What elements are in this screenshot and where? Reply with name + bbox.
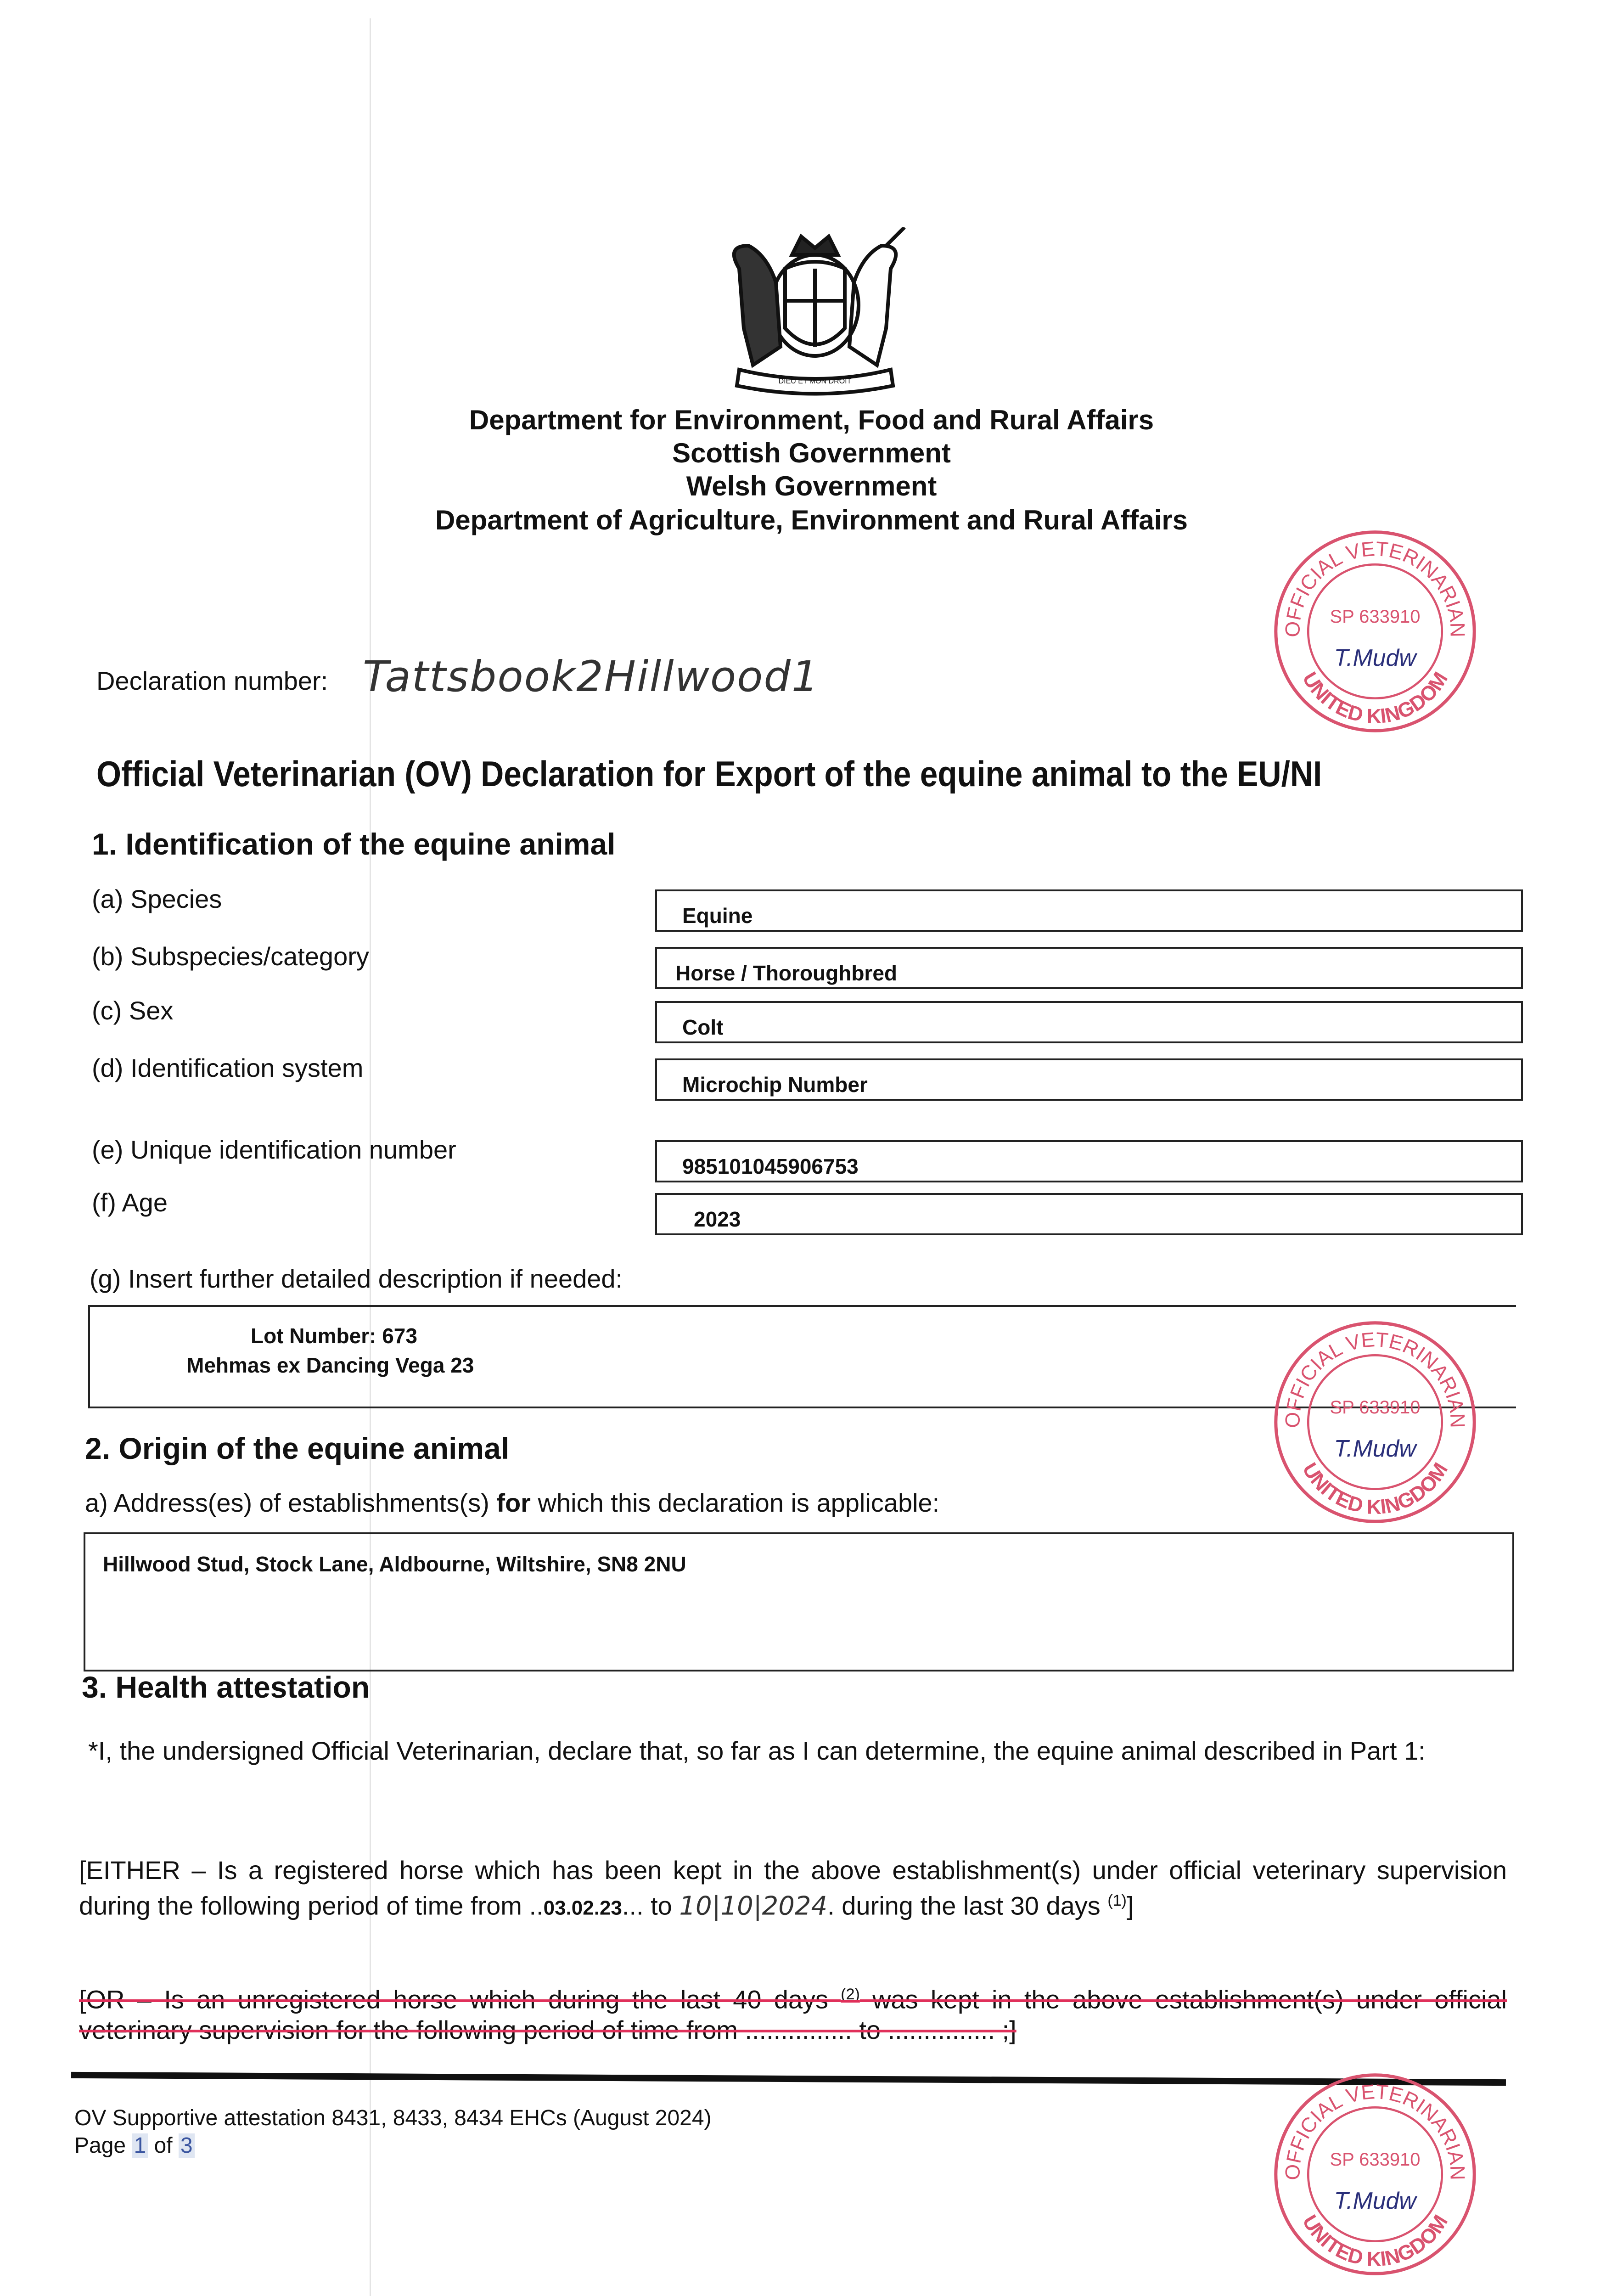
further-description-label: (g) Insert further detailed description if needed: (90, 1264, 623, 1293)
unique-id-field: 985101045906753 (655, 1140, 1523, 1182)
address-box (84, 1532, 1514, 1671)
period-from-date: 03.02.23 (543, 1896, 622, 1919)
unique-id-label: (e) Unique identification number (92, 1135, 456, 1164)
svg-text:OFFICIAL VETERINARIAN: OFFICIAL VETERINARIAN (1281, 537, 1469, 638)
header-line-defra: Department for Environment, Food and Rural Affairs (469, 405, 1154, 435)
page-number: Page 1 of 3 (74, 2133, 195, 2158)
document-title: Official Veterinarian (OV) Declaration for Export of the equine animal to the EU/NI (96, 754, 1322, 794)
svg-text:SP 633910: SP 633910 (1330, 2150, 1421, 2170)
lot-number-text: Lot Number: 673 (251, 1324, 417, 1348)
section-3-heading: 3. Health attestation (82, 1670, 370, 1704)
species-label: (a) Species (92, 884, 222, 913)
official-veterinarian-stamp (1267, 1314, 1483, 1530)
svg-text:DIEU ET MON DROIT: DIEU ET MON DROIT (778, 377, 852, 385)
header-line-daera: Department of Agriculture, Environment and Rural Affairs (435, 505, 1188, 535)
period-to-date-handwritten: 10|10|2024 (679, 1891, 828, 1921)
address-label: a) Address(es) of establishments(s) for which this declaration is applicable: (85, 1488, 940, 1517)
age-label: (f) Age (92, 1188, 168, 1217)
svg-text:UNITED KINGDOM: UNITED KINGDOM (1298, 668, 1453, 728)
vet-signature: T.Mudw (1334, 1435, 1416, 1462)
subspecies-field: Horse / Thoroughbred (655, 947, 1523, 989)
svg-text:SP 633910: SP 633910 (1330, 1397, 1421, 1418)
or-clause-struck: [OR – Is an unregistered horse which during the last 40 days $^{(2)}$ was kept in the above establishment(s) under official veterinary supervision for the following period of time from ............... to ............... ;] (79, 1985, 1507, 2044)
royal-coat-of-arms-icon (712, 227, 918, 397)
sex-field: Colt (655, 1001, 1523, 1043)
either-clause: [EITHER – Is a registered horse which has been kept in the above establishment(s) under official veterinary supervision during the following period of time from ..03.02.23... to 10|10|2024. during the last 30 days $^{(1)}$] (79, 1856, 1507, 1921)
footer-text: OV Supportive attestation 8431, 8433, 8434 EHCs (August 2024) (74, 2106, 712, 2130)
official-veterinarian-stamp (1267, 523, 1483, 739)
declaration-number-handwritten: Tattsbook2Hillwood1 (363, 652, 820, 701)
svg-text:UNITED KINGDOM: UNITED KINGDOM (1298, 1459, 1453, 1519)
section-2-heading: 2. Origin of the equine animal (85, 1431, 510, 1465)
identification-system-label: (d) Identification system (92, 1053, 364, 1082)
svg-text:SP 633910: SP 633910 (1330, 607, 1421, 627)
attestation-intro: *I, the undersigned Official Veterinarian, declare that, so far as I can determine, the equine animal described in Part 1: (88, 1736, 1426, 1765)
svg-text:OFFICIAL VETERINARIAN: OFFICIAL VETERINARIAN (1281, 1328, 1469, 1429)
declaration-number-label: Declaration number: (96, 666, 328, 695)
sex-label: (c) Sex (92, 996, 174, 1025)
official-veterinarian-stamp (1267, 2066, 1483, 2282)
vet-signature: T.Mudw (1334, 2187, 1416, 2214)
identification-system-field: Microchip Number (655, 1058, 1523, 1101)
age-field: 2023 (655, 1193, 1523, 1235)
vet-signature: T.Mudw (1334, 644, 1416, 671)
svg-text:OFFICIAL VETERINARIAN: OFFICIAL VETERINARIAN (1281, 2080, 1469, 2181)
horse-description-text: Mehmas ex Dancing Vega 23 (186, 1353, 474, 1377)
header-line-welsh-gov: Welsh Government (686, 471, 937, 501)
svg-text:UNITED KINGDOM: UNITED KINGDOM (1298, 2211, 1453, 2271)
header-line-scottish-gov: Scottish Government (672, 438, 951, 468)
section-1-heading: 1. Identification of the equine animal (92, 827, 616, 861)
species-field: Equine (655, 889, 1523, 932)
establishment-address: Hillwood Stud, Stock Lane, Aldbourne, Wiltshire, SN8 2NU (103, 1552, 686, 1576)
subspecies-label: (b) Subspecies/category (92, 942, 369, 971)
